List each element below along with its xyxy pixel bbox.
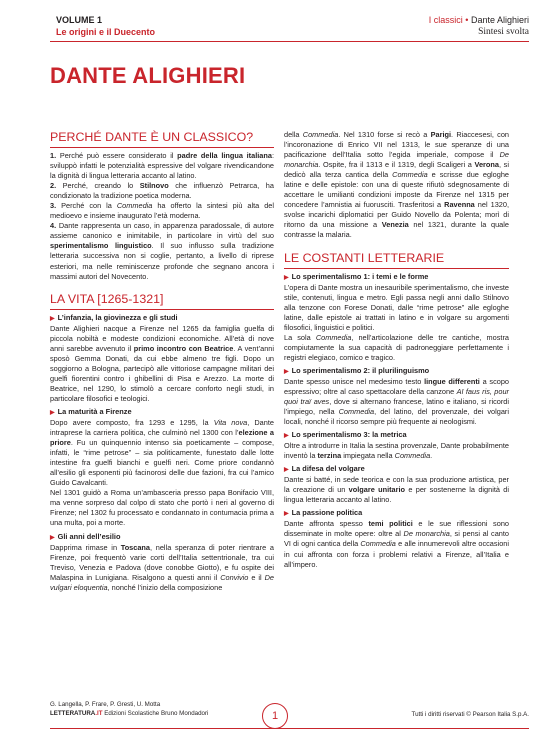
brand-logo-suffix: .IT xyxy=(95,710,103,717)
right-column xyxy=(284,130,509,570)
subheading-sperimentalismo-2: ▶ Lo sperimentalismo 2: il plurilinguismo xyxy=(284,365,430,375)
heading-classico: PERCHÉ DANTE È UN CLASSICO? xyxy=(50,130,274,148)
paragraph: Dopo avere composto, fra 1293 e 1295, la Vita nova, Dante intraprese la carriera politica, che culminò nel 1300 con l’elezione a priore. Fu un quinquennio intenso sia poeticamente – compose, infatti, le “rime petrose” – sia politicamente, funestato dalle lotte intestine fra guelfi bianchi e guelfi neri. Come priore condannò all’esilio gli esponenti più facinorosi delle due fazioni, fra cui l’amico Guido Cavalcanti. xyxy=(50,417,274,488)
brand-logo-text: LETTERATURA xyxy=(50,710,96,717)
volume-label: VOLUME 1 xyxy=(56,15,103,25)
subheading-esilio: ▶ Gli anni dell’esilio xyxy=(50,531,121,541)
triangle-bullet-icon: ▶ xyxy=(50,534,55,541)
volume-subtitle: Le origini e il Duecento xyxy=(56,27,156,37)
paragraph: 4. Dante rappresenta un caso, in apparenza paradossale, di autore assieme canonico e inimitabile, in particolare in virtù del suo sperimentalismo linguistico. Il suo influsso sulla tradizione letteraria successiva non si coglie, pertanto, a livello di riprese esteriori, ma nelle reminiscenze profonde che segnano ancora i massimi autori del Novecento. xyxy=(50,221,274,281)
triangle-bullet-icon: ▶ xyxy=(284,368,289,375)
paragraph: della Commedia. Nel 1310 forse si recò a Parigi. Riaccesesi, con l’incoronazione di Enrico VII nel 1313, le sue speranze di una pacificazione dell’Italia sotto l’egida imperiale, compose il De monarchia. Ospite, fra il 1313 e il 1319, degli Scaligeri a Verona, si dedicò alla terza cantica della Commedia e scrisse due egloghe latine e delle epistole: con una di queste rifiutò sdegnosamente di accettare le umilianti condizioni imposte da Firenze nel 1315 per concedere l’amnistia ai fuorusciti. Trasferitosi a Ravenna nel 1320, svolse incarichi diplomatici per Guido Novello da Polenta; morì di ritorno da una missione a Venezia nel 1321, durante la quale contrasse la malaria. xyxy=(284,130,509,240)
header-divider xyxy=(50,41,529,42)
subheading-politica: ▶ La passione politica xyxy=(284,508,363,518)
paragraph: 2. Perché, creando lo Stilnovo che influenzò Petrarca, ha condizionato la tradizione poetica moderna. xyxy=(50,181,274,201)
header-left xyxy=(56,15,155,37)
subheading-maturita: ▶ La maturità a Firenze xyxy=(50,406,132,416)
publisher-name: Edizioni Scolastiche Bruno Mondadori xyxy=(102,710,209,717)
footer-authors: G. Langella, P. Frare, P. Gresti, U. Motta xyxy=(50,701,161,708)
footer-divider xyxy=(50,728,529,729)
left-column xyxy=(50,130,274,593)
paragraph: L’opera di Dante mostra un inesauribile sperimentalismo, che investe stile, contenuti, lingua e metro. Egli passa negli anni dallo Stilnovo alla tenzone con Forese Donati, dalle “rime petrose” alle egloghe latine, dalle epistole ai trattati in latino e in volgare su argomenti filosofici, linguistici e politici. xyxy=(284,282,509,332)
header-right xyxy=(429,15,529,37)
paragraph: La sola Commedia, nell’articolazione delle tre cantiche, mostra compiutamente la sua capacità di padroneggiare perfettamente i registri elegiaco, comico e tragico. xyxy=(284,332,509,362)
doc-type: Sintesi svolta xyxy=(478,27,529,37)
footer-left xyxy=(50,700,208,718)
triangle-bullet-icon: ▶ xyxy=(50,315,55,322)
triangle-bullet-icon: ▶ xyxy=(284,433,289,440)
subheading-sperimentalismo-1: ▶ Lo sperimentalismo 1: i temi e le forme xyxy=(284,271,429,281)
paragraph: Oltre a introdurre in Italia la sestina provenzale, Dante probabilmente inventò la terzina impiegata nella Commedia. xyxy=(284,441,509,461)
header-bullet: • xyxy=(465,15,469,25)
paragraph: Dante affronta spesso temi politici e le sue riflessioni sono disseminate in molte opere: oltre al De monarchia, si pensi al canto VI di ogni cantica della Commedia e alle innumerevoli altre occasioni in cui affronta con forza i problemi relativi a Firenze, all’Italia e all’impero. xyxy=(284,519,509,569)
heading-costanti: LE COSTANTI LETTERARIE xyxy=(284,251,509,269)
footer-rights: Tutti i diritti riservati © Pearson Italia S.p.A. xyxy=(411,711,529,718)
subheading-volgare: ▶ La difesa del volgare xyxy=(284,464,365,474)
triangle-bullet-icon: ▶ xyxy=(284,511,289,518)
paragraph: Dante si batté, in sede teorica e con la sua produzione artistica, per la creazione di un volgare unitario e per sostenerne la dignità di lingua letteraria accanto al latino. xyxy=(284,475,509,505)
subheading-infanzia: ▶ L’infanzia, la giovinezza e gli studi xyxy=(50,312,178,322)
paragraph: Dante spesso unisce nel medesimo testo lingue differenti a scopo espressivo; oltre al caso spettacolare della canzone Aï faus ris, pour quoi traï aves, dove si alternano francese, latino e italiano, si ricordi l’impiego, nella Commedia, del latino, del provenzale, dei volgari locali, nonché il ricorso sempre più frequente ai neologismi. xyxy=(284,376,510,427)
section-label: I classici xyxy=(428,15,463,25)
page-title: DANTE ALIGHIERI xyxy=(50,63,246,88)
paragraph: 1. Perché può essere considerato il padre della lingua italiana: sviluppò infatti le potenzialità espressive del volgare rivendicandone la dignità di lingua letteraria accanto al latino. xyxy=(50,151,274,181)
triangle-bullet-icon: ▶ xyxy=(50,409,55,416)
paragraph: 3. Perché con la Commedia ha offerto la sintesi più alta del medioevo e insieme inaugurato l’età moderna. xyxy=(50,201,275,221)
heading-vita: LA VITA [1265-1321] xyxy=(50,292,274,310)
paragraph: Nel 1301 guidò a Roma un’ambasceria presso papa Bonifacio VIII, ma venne sorpreso dal colpo di stato che portò i neri al governo di Firenze; nel 1302 fu processato e condannato in contumacia prima a una multa, poi a morte. xyxy=(50,488,274,528)
paragraph: Dante Alighieri nacque a Firenze nel 1265 da famiglia guelfa di piccola nobiltà e modeste condizioni economiche. All’età di nove anni sarebbe avvenuto il primo incontro con Beatrice. A vent’anni sposò Gemma Donati, da cui ebbe almeno tre figli. Dopo un soggiorno a Bologna, partecipò alle vittoriose campagne militari dei guelfi fiorentini contro i ghibellini di Pisa e Arezzo. La morte di Beatrice, nel 1290, lo stimolò a cercare conforto negli studi, in particolare filosofici e teologici. xyxy=(50,323,274,403)
page-number: 1 xyxy=(262,703,288,729)
publisher-brand xyxy=(50,709,208,718)
paragraph: Dapprima rimase in Toscana, nella speranza di poter rientrare a Firenze, poi frequentò varie corti dell’Italia settentrionale, tra cui Treviso, Venezia e Padova (dove conobbe Giotto), e fu ospite dei Malaspina in Lunigiana. Risalgono a questi anni il Convivio e il De vulgari eloquentia, nonché l’inizio della composizione xyxy=(50,542,274,592)
author-label: Dante Alighieri xyxy=(470,15,529,25)
triangle-bullet-icon: ▶ xyxy=(284,467,289,474)
subheading-sperimentalismo-3: ▶ Lo sperimentalismo 3: la metrica xyxy=(284,430,407,440)
triangle-bullet-icon: ▶ xyxy=(284,274,289,281)
